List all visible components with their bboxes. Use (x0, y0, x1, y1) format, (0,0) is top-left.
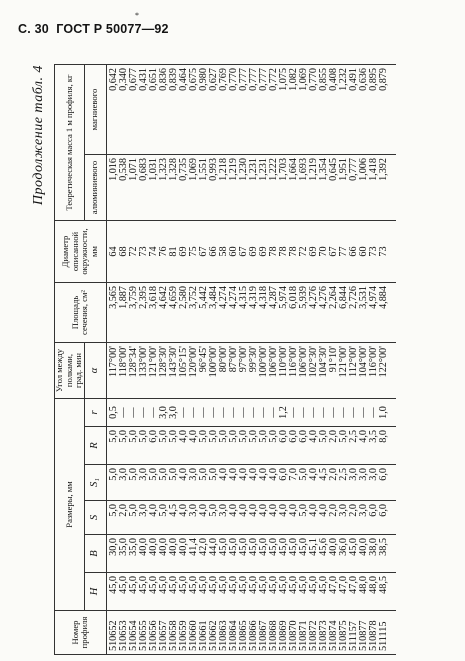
header-H: H (84, 573, 106, 611)
header-B: B (84, 535, 106, 573)
header-mark: * (135, 11, 139, 20)
continuation-caption: Продолжение табл. 4 (31, 65, 46, 206)
column-profile-number: 510652 510653 510654 510655 510656 510657 510658 510659 510660 510661 510662 510863 510864 510865 510866 510867 510868 510869 510870 510871 510872 510873 510874 510875 511157 510877 510878 511115 (106, 611, 396, 655)
header-circle-diameter: Диаметр описанной окружности, мм (55, 221, 107, 283)
header-alpha: α (84, 343, 106, 399)
header-S: S (84, 501, 106, 535)
column-r: 0,5 — — — — 3,0 3,0 — — — — — — — — — — 1,2 — — — — — — — — — 1,0 (106, 399, 396, 427)
header-mass: Теоретическая масса 1 м профиля, кг (55, 65, 85, 221)
column-area: 3,565 1,887 3,759 2,395 3,618 4,642 4,659 2,580 3,752 5,442 3,484 4,274 4,274 4,315 4,319 4,318 4,287 5,974 6,018 5,939 4,276 4,276 2,264 6,844 2,726 3,531 4,974 4,884 (106, 283, 396, 343)
header-angle: Угол между полками, град. мин (55, 343, 85, 399)
column-S1: 5,0 3,0 5,0 3,0 5,0 5,0 5,0 4,0 3,0 5,0 5,0 4,0 4,0 4,0 4,0 4,0 4,0 6,0 7,0 5,0 4,0 4,5 2,0 2,5 3,0 3,0 3,0 6,0 (106, 465, 396, 501)
page-number: С. 30 (18, 22, 49, 36)
header-area: Площадь сечения, см² (55, 283, 107, 343)
table-frame (54, 65, 404, 655)
profiles-table (54, 64, 396, 655)
header-r: r (84, 399, 106, 427)
column-angle: 117°00' 118°00' 128°34' 133°00' 121°00' 128°30' 143°30' 105°15' 120°00' 96°45' 100°00' 80°00' 87°00' 97°00' 99°30' 100°00' 106°00' 110°00' 116°00' 106°00' 102°30' 104°30' 91°10' 121°00' 112°00' 104°00' 116°00' 122°00' (106, 343, 396, 399)
column-B: 30,0 35,0 35,0 40,0 40,0 40,0 40,0 40,0 41,4 42,0 44,0 45,0 45,0 45,0 45,0 45,0 45,0 45,0 45,0 45,0 45,1 45,6 40,0 36,0 45,0 40,0 38,0 38,5 (106, 535, 396, 573)
page-header (18, 22, 169, 36)
rotated-table-block (28, 65, 408, 655)
column-H: 45,0 45,0 45,0 45,0 45,0 45,0 45,0 45,0 45,0 45,0 45,0 45,0 45,0 45,0 45,0 45,0 45,0 45,0 45,0 45,0 45,0 45,0 47,0 47,0 47,0 48,0 48,0 48,5 (106, 573, 396, 611)
column-mass-aluminium: 1,016 0,538 1,071 0,683 1,031 1,323 1,328 0,735 1,069 1,551 0,993 1,218 1,219 1,230 1,231 1,231 1,222 1,703 1,664 1,693 1,219 1,354 0,645 1,951 0,777 1,006 1,418 1,392 (106, 155, 396, 221)
header-mass-magnesium: магниевого (84, 65, 106, 155)
standard-code: ГОСТ Р 50077—92 (56, 22, 169, 36)
column-mass-magnesium: 0,642 0,340 0,677 0,431 0,651 0,836 0,839 0,464 0,675 0,980 0,627 0,769 0,770 0,777 0,777 0,777 0,772 1,075 1,082 1,069 0,770 0,855 0,408 1,232 0,491 0,636 0,895 0,879 (106, 65, 396, 155)
header-mass-aluminium: алюминиевого (84, 155, 106, 221)
column-S: 5,0 2,0 5,0 3,0 4,0 5,0 4,5 4,0 3,0 4,0 5,0 3,0 4,0 4,0 4,0 4,0 4,0 4,0 4,0 5,0 4,0 4,0 2,0 3,0 2,0 3,0 6,0 6,0 (106, 501, 396, 535)
column-R: 5,0 5,0 5,0 5,0 6,0 5,0 5,0 4,0 4,0 5,0 5,0 5,0 5,0 5,0 5,0 5,0 5,0 6,0 6,0 6,0 4,0 5,0 2,0 5,0 2,5 4,0 3,5 8,0 (106, 427, 396, 465)
header-dimensions: Размеры, мм (55, 399, 85, 611)
header-profile-number: Номер профиля (55, 611, 107, 655)
header-R: R (84, 427, 106, 465)
table-body-row (106, 65, 396, 655)
header-S1: S₁ (84, 465, 106, 501)
column-circle-diameter: 64 68 72 73 74 76 81 69 75 67 66 58 60 67 69 69 78 78 78 72 69 70 67 77 66 60 73 73 (106, 221, 396, 283)
